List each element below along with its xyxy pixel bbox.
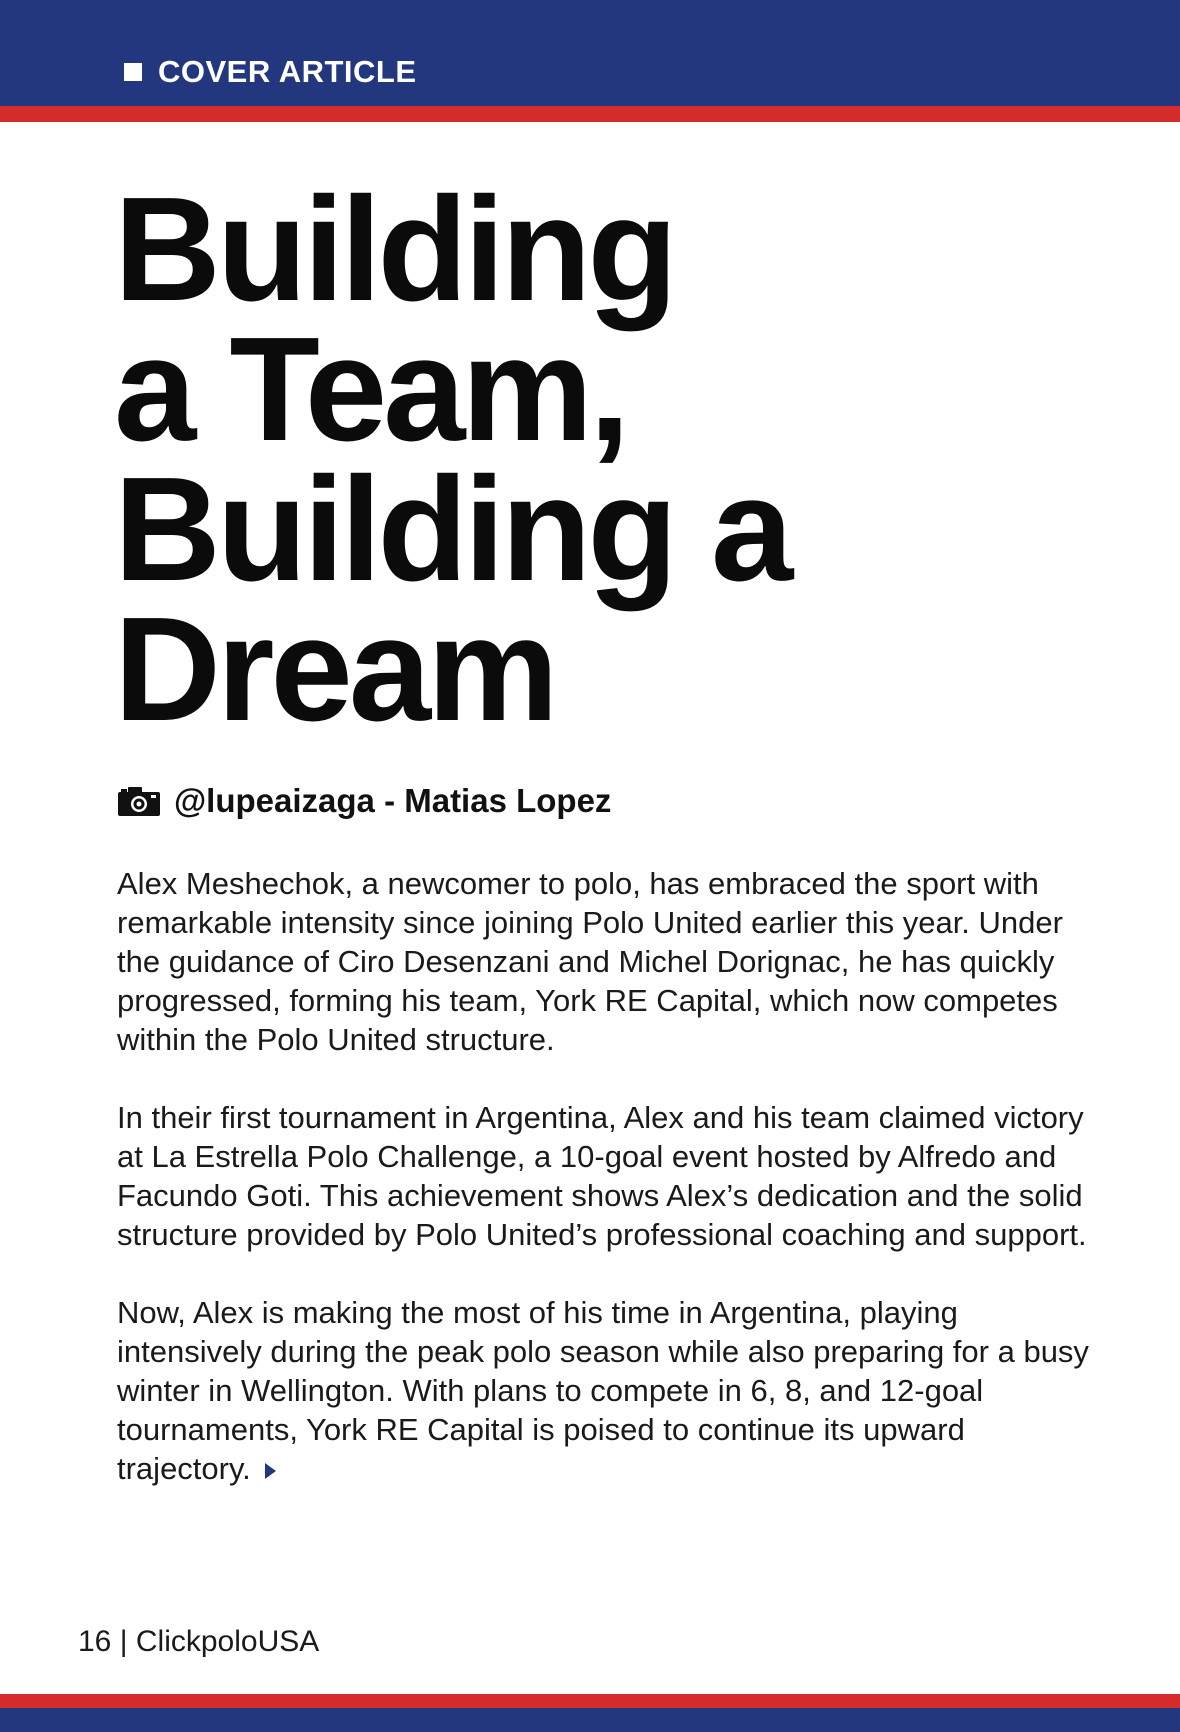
- body-paragraph-text: Now, Alex is making the most of his time in Argentina, playing intensively during the peak polo season while also preparing for a busy winter in Wellington. With plans to compete in 6, 8, and 12-goal tournaments, York RE Capital is poised to continue its upward trajectory.: [117, 1295, 1089, 1486]
- square-icon: [124, 63, 142, 81]
- headline-line: Building a: [114, 447, 790, 612]
- article-body: [117, 864, 1102, 1527]
- headline-line: Dream: [114, 587, 555, 752]
- page-folio: [78, 1625, 319, 1659]
- end-triangle-icon: [265, 1463, 276, 1479]
- section-label-text: COVER ARTICLE: [158, 54, 417, 89]
- footer-red-stripe: [0, 1694, 1180, 1708]
- photo-credit: [118, 778, 611, 824]
- body-paragraph: [117, 1293, 1102, 1488]
- publication-name: ClickpoloUSA: [135, 1625, 320, 1658]
- header-red-stripe: [0, 106, 1180, 122]
- body-paragraph: Alex Meshechok, a newcomer to polo, has embraced the sport with remarkable intensity since joining Polo United earlier this year. Under the guidance of Ciro Desenzani and Michel Dorignac, he has quickly progressed, forming his team, York RE Capital, which now competes within the Polo United structure.: [117, 866, 1063, 1057]
- page-number: 16: [78, 1625, 112, 1658]
- camera-icon: [118, 786, 160, 816]
- photo-credit-text: @lupeaizaga - Matias Lopez: [174, 782, 612, 819]
- folio-separator: |: [119, 1625, 128, 1658]
- article-headline: [114, 167, 1114, 752]
- section-label: [124, 52, 417, 92]
- headline-line: Building: [114, 167, 674, 332]
- body-paragraph: In their first tournament in Argentina, Alex and his team claimed victory at La Estrella Polo Challenge, a 10-goal event hosted by Alfredo and Facundo Goti. This achievement shows Alex’s dedication and the solid structure provided by Polo United’s professional coaching and support.: [117, 1100, 1087, 1252]
- footer-band: [0, 1708, 1180, 1732]
- headline-line: a Team,: [114, 307, 627, 472]
